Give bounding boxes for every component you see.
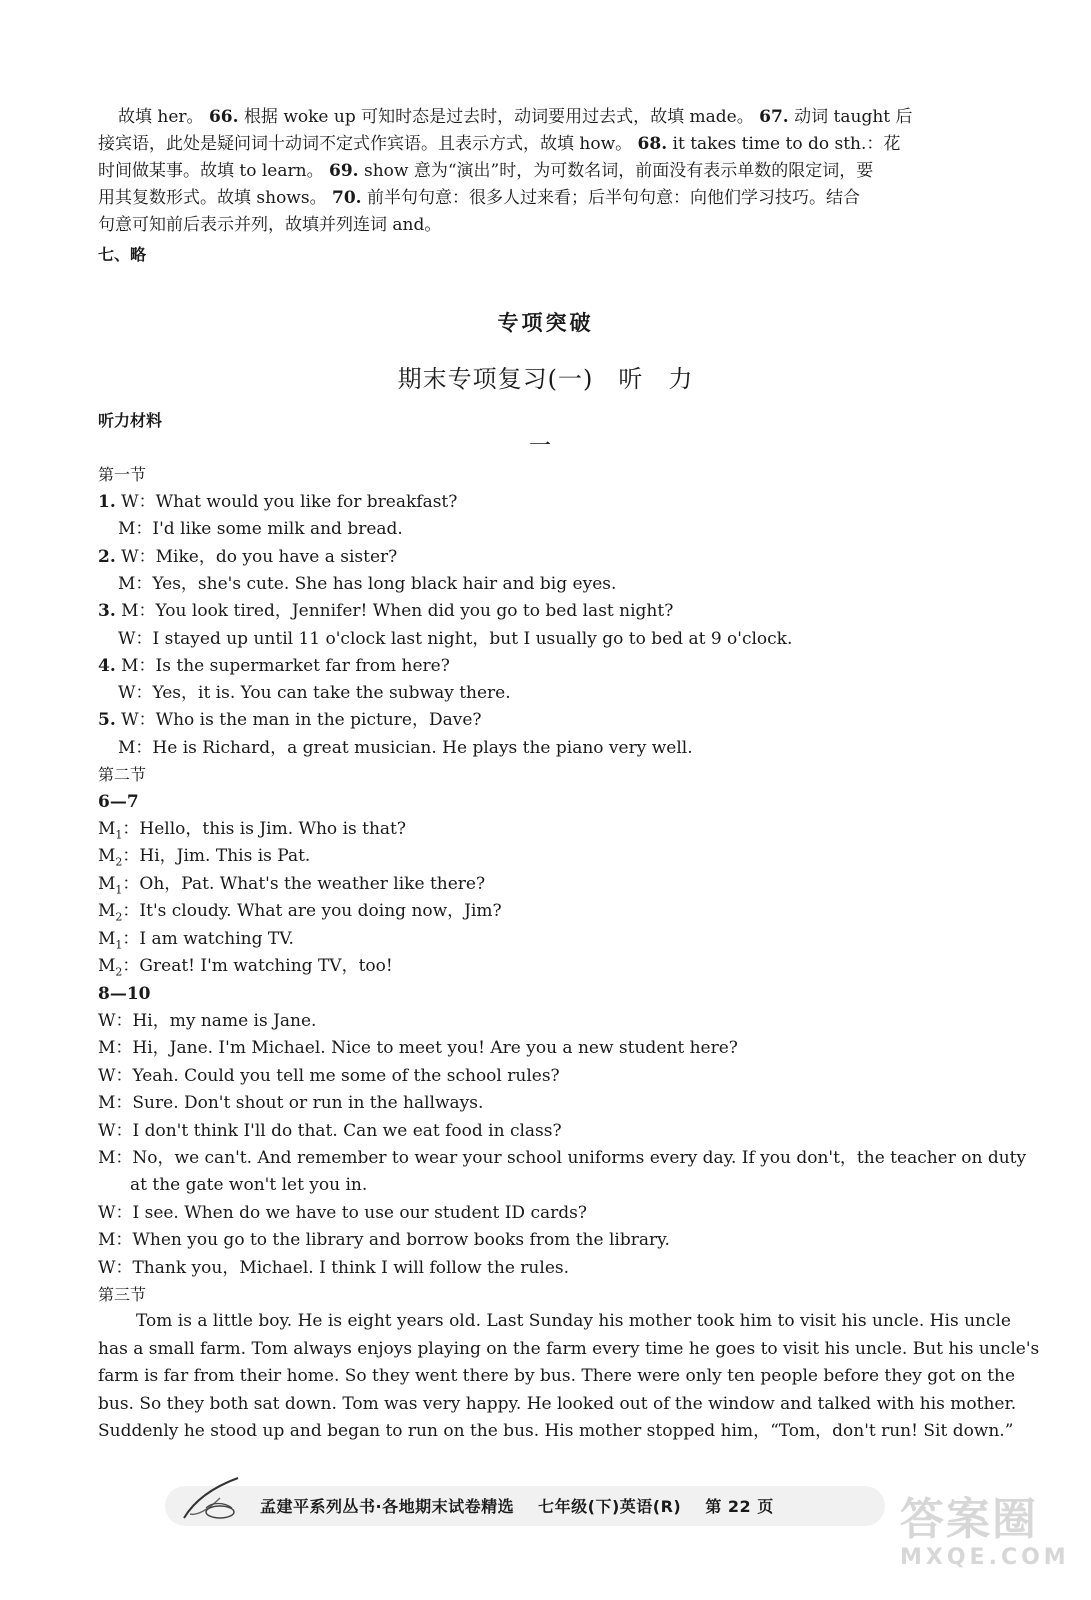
passage-line: has a small farm. Tom always enjoys playing on the farm every time he goes to visit his uncle. But his uncle's: [98, 1338, 1040, 1359]
dialog-text: M：I'd like some milk and bread.: [118, 519, 403, 540]
quill-logo-icon: [176, 1468, 246, 1528]
dialog-text: W：Yes，it is. You can take the subway there.: [118, 683, 511, 704]
part-number: 一: [528, 434, 551, 459]
answer-text: it takes time to do sth.：花: [672, 134, 901, 154]
passage-line: farm is far from their home. So they went there by bus. There were only ten people before they got on the: [98, 1366, 1016, 1386]
watermark-url: MXQE.COM: [900, 1545, 1070, 1570]
dialog-line: at the gate won't let you in.: [130, 1175, 368, 1196]
speaker-index: 1: [115, 937, 123, 951]
dialog-line: [98, 955, 393, 983]
sub-title: 期末专项复习(一) 听 力: [397, 365, 694, 393]
speaker: M: [98, 928, 116, 949]
dialog-text: M：Yes，she's cute. She has long black hair and big eyes.: [118, 573, 617, 594]
dialog-line: [98, 709, 482, 731]
answer-line-2: [98, 133, 900, 155]
question-number: 69.: [329, 161, 359, 181]
dialog-line: [98, 600, 673, 622]
dialog-text: W：What would you like for breakfast?: [115, 492, 458, 512]
answer-line-4: [98, 187, 860, 209]
dialog-text: ：Oh，Pat. What's the weather like there?: [122, 873, 486, 894]
dialog-text: M：Is the supermarket far from here?: [115, 655, 450, 676]
passage-line: Tom is a little boy. He is eight years old. Last Sunday his mother took him to visit his uncle. His uncle: [136, 1311, 1011, 1331]
dialog-line: W：Yeah. Could you tell me some of the school rules?: [98, 1065, 560, 1086]
speaker-index: 2: [115, 965, 123, 979]
part3-label: 第三节: [98, 1285, 147, 1304]
speaker: M: [98, 873, 116, 894]
dialog-text: M：He is Richard，a great musician. He plays the piano very well.: [118, 737, 693, 758]
dialog-line: [118, 628, 792, 650]
answer-text: 接宾语，此处是疑问词十动词不定式作宾语。且表示方式，故填 how。: [98, 134, 633, 154]
dialog-line: [118, 573, 616, 595]
section-seven: 七、略: [98, 245, 147, 264]
footer-page: 第 22 页: [705, 1497, 774, 1516]
speaker-index: 2: [115, 910, 123, 924]
dialog-line: [98, 655, 450, 677]
dialog-text: W：I stayed up until 11 o'clock last night，but I usually go to bed at 9 o'clock.: [118, 628, 793, 649]
footer-series: 孟建平系列丛书·各地期末试卷精选: [260, 1497, 515, 1516]
passage-line: bus. So they both sat down. Tom was very happy. He looked out of the window and talked with his mother.: [98, 1393, 1017, 1414]
dialog-line: W：I see. When do we have to use our student ID cards?: [98, 1202, 587, 1223]
speaker: M: [98, 819, 116, 839]
speaker: M: [98, 846, 116, 867]
dialog-text: ：I am watching TV.: [122, 928, 294, 949]
answer-text: 故填 her。: [118, 107, 204, 127]
part1-label: 第一节: [98, 465, 147, 484]
dialog-line: [98, 491, 457, 513]
section-title: 专项突破: [497, 311, 594, 335]
question-number: 5.: [98, 710, 116, 731]
dialog-line: [118, 518, 403, 540]
answer-text: 时间做某事。故填 to learn。: [98, 161, 324, 181]
answer-text: 前半句句意：很多人过来看；后半句句意：向他们学习技巧。结合: [366, 188, 860, 208]
question-number: 68.: [637, 134, 668, 154]
speaker: M: [98, 901, 116, 922]
material-label: 听力材料: [98, 411, 163, 430]
dialog-text: W：Mike，do you have a sister?: [115, 546, 398, 567]
dialog-text: ：Hi，Jim. This is Pat.: [122, 846, 311, 867]
dialog-text: ：Great! I'm watching TV，too!: [122, 956, 393, 976]
question-number: 66.: [208, 107, 239, 127]
dialog-line: [98, 900, 502, 928]
watermark: [900, 1495, 1070, 1571]
question-number: 67.: [759, 107, 789, 127]
footer-grade: 七年级(下)英语(R): [538, 1497, 682, 1516]
dialog-text: ：It's cloudy. What are you doing now，Jim?: [122, 901, 502, 922]
group-8-10: 8—10: [98, 984, 151, 1004]
answer-line-1: [118, 106, 913, 128]
dialog-line: [98, 873, 485, 901]
answer-text: 用其复数形式。故填 shows。: [98, 188, 327, 208]
question-number: 70.: [332, 188, 362, 208]
question-number: 1.: [98, 492, 116, 512]
dialog-line: M：When you go to the library and borrow books from the library.: [98, 1230, 670, 1251]
dialog-line: [98, 845, 310, 873]
dialog-line: [118, 737, 693, 759]
dialog-line: [98, 928, 294, 956]
group-6-7: 6—7: [98, 792, 139, 812]
dialog-text: M：You look tired，Jennifer! When did you go to bed last night?: [115, 601, 674, 622]
dialog-line: [98, 546, 397, 568]
dialog-line: M：Sure. Don't shout or run in the hallways.: [98, 1093, 484, 1114]
question-number: 3.: [98, 601, 116, 622]
answer-text: show 意为“演出”时，为可数名词，前面没有表示单数的限定词，要: [363, 161, 874, 181]
watermark-title: 答案圈: [900, 1494, 1038, 1545]
question-number: 4.: [98, 655, 116, 676]
speaker-index: 1: [115, 883, 123, 897]
speaker: M: [98, 956, 116, 976]
answer-line-5: 句意可知前后表示并列，故填并列连词 and。: [98, 215, 442, 235]
footer-text: [260, 1494, 792, 1517]
part2-label: 第二节: [98, 765, 147, 784]
dialog-line: M：No，we can't. And remember to wear your school uniforms every day. If you don't，the teacher on duty: [98, 1148, 1027, 1168]
dialog-line: W：Thank you，Michael. I think I will follow the rules.: [98, 1257, 570, 1278]
dialog-line: [118, 682, 511, 704]
dialog-line: W：Hi，my name is Jane.: [98, 1011, 317, 1031]
dialog-line: W：I don't think I'll do that. Can we eat food in class?: [98, 1120, 562, 1141]
speaker-index: 1: [115, 828, 123, 842]
dialog-line: [98, 818, 406, 846]
dialog-line: M：Hi，Jane. I'm Michael. Nice to meet you! Are you a new student here?: [98, 1038, 738, 1059]
answer-text: 根据 woke up 可知时态是过去时，动词要用过去式，故填 made。: [243, 107, 754, 127]
question-number: 2.: [98, 546, 116, 567]
speaker-index: 2: [115, 855, 123, 869]
answer-text: 动词 taught 后: [794, 107, 913, 127]
passage-line: Suddenly he stood up and began to run on the bus. His mother stopped him，“Tom，don't run! Sit down.”: [98, 1421, 1014, 1441]
dialog-text: ：Hello，this is Jim. Who is that?: [122, 819, 406, 839]
answer-line-3: [98, 160, 873, 182]
dialog-text: W：Who is the man in the picture，Dave?: [115, 710, 482, 731]
